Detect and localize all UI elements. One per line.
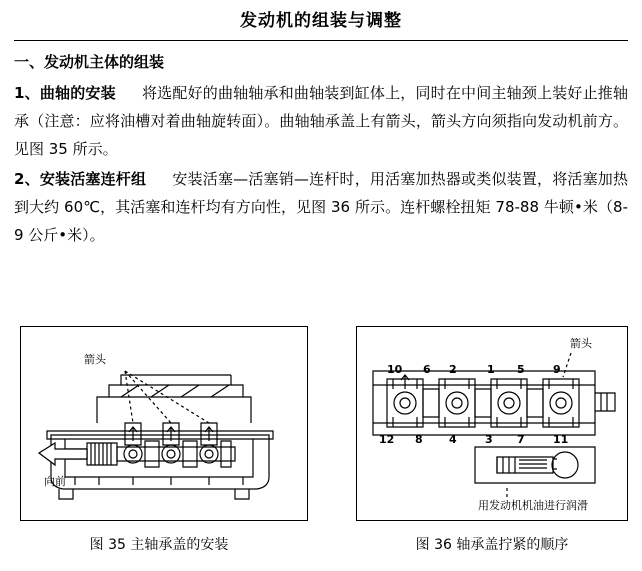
paragraph-2-number: 2、: [14, 170, 40, 188]
figure-35-drawing: [21, 327, 307, 520]
paragraph-2-text: 安装活塞—活塞销—连杆时，用活塞加热器或类似装置，将活塞加热到大约 60℃，其活塞和连杆均有方向性，见图 36 所示。连杆螺栓扭矩 78-88 牛顿•米（8-9 公斤•米）。: [14, 170, 628, 244]
figures-row: [14, 326, 628, 556]
figure-36-bolt-11: 11: [553, 433, 569, 446]
figure-36-bolt-4: 4: [449, 433, 457, 446]
figure-36-arrow-label: 箭头: [570, 337, 592, 350]
figure-36-bolt-1: 1: [487, 363, 495, 376]
paragraph-1: [14, 79, 628, 163]
figure-36-caption: 图 36 轴承盖拧紧的顺序: [415, 537, 569, 553]
figure-35-arrow-label: 箭头: [84, 353, 106, 366]
paragraph-1-lead: 曲轴的安装: [39, 84, 116, 102]
figure-36-lubricate-note: 用发动机机油进行润滑: [478, 499, 588, 512]
paragraph-1-text: 将选配好的曲轴轴承和曲轴装到缸体上，同时在中间主轴颈上装好止推轴承（注意：应将油槽对着曲轴旋转面）。曲轴轴承盖上有箭头，箭头方向须指向发动机前方。见图 35 所示。: [14, 84, 628, 158]
figure-36-drawing: [357, 327, 627, 520]
title-divider: [14, 40, 628, 41]
paragraph-2-lead: 安装活塞连杆组: [39, 170, 147, 188]
figure-36-bolt-8: 8: [415, 433, 423, 446]
paragraph-1-number: 1、: [14, 84, 40, 102]
figure-35-direction-label: 向前: [44, 475, 66, 488]
figure-36-bolt-6: 6: [423, 363, 431, 376]
figure-36-bolt-12: 12: [379, 433, 395, 446]
figure-36-image: [356, 326, 628, 521]
document-page: [0, 8, 642, 571]
page-title: 发动机的组装与调整: [240, 11, 402, 31]
paragraph-2: [14, 165, 628, 249]
section-heading: 一、发动机主体的组装: [14, 53, 165, 71]
figure-36-bolt-9: 9: [553, 363, 561, 376]
figure-35: [20, 326, 308, 555]
figure-36-bolt-10: 10: [387, 363, 403, 376]
figure-36-bolt-3: 3: [485, 433, 493, 446]
figure-35-image: [20, 326, 308, 521]
figure-35-caption: 图 35 主轴承盖的安装: [89, 537, 229, 553]
figure-36: [356, 326, 628, 555]
figure-36-bolt-7: 7: [517, 433, 525, 446]
figure-36-bolt-5: 5: [517, 363, 525, 376]
figure-36-bolt-2: 2: [449, 363, 457, 376]
